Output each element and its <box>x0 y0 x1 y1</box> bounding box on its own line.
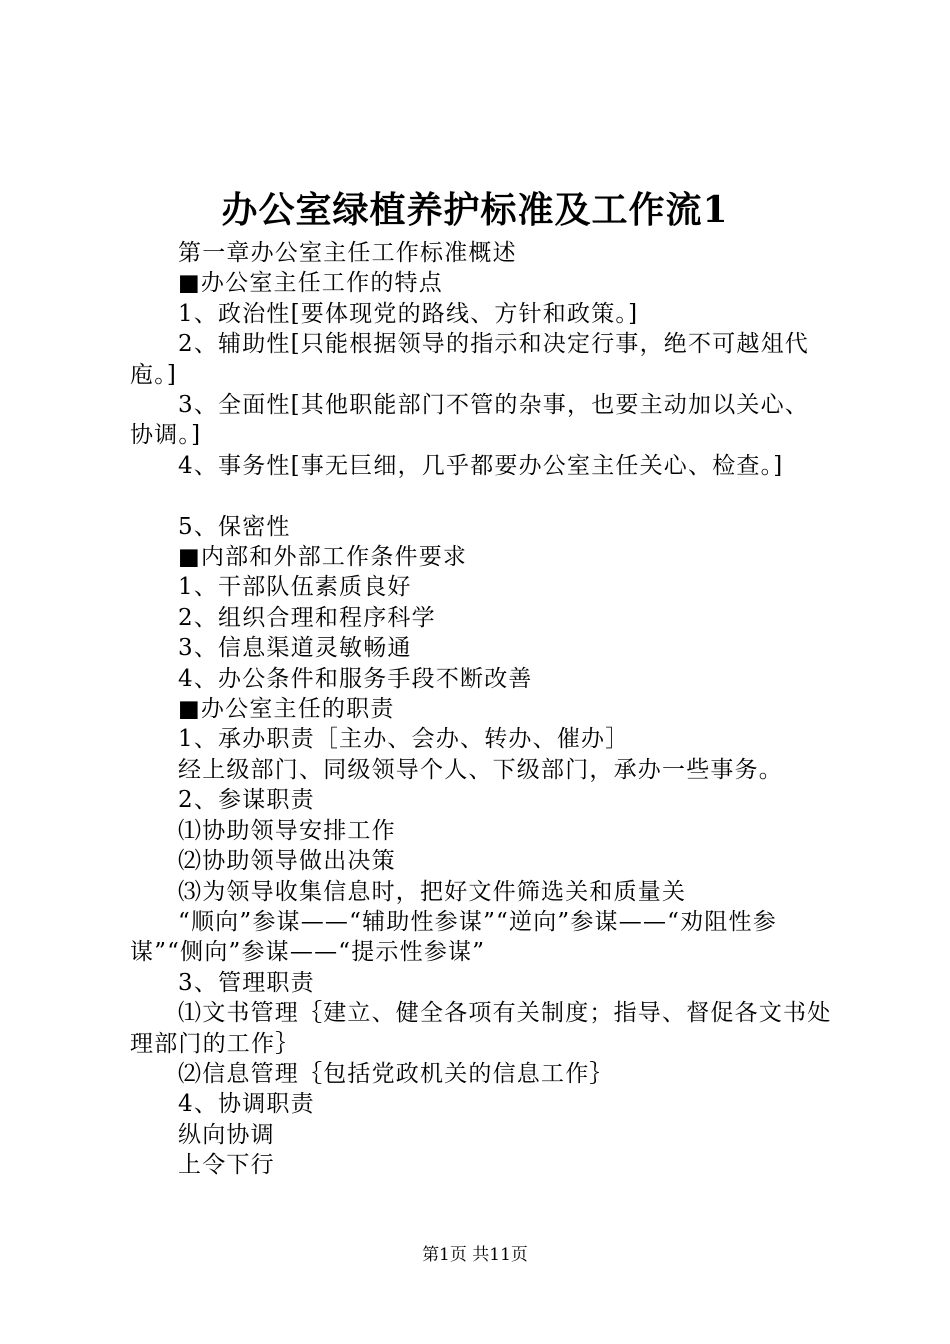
paragraph: 1、政治性[要体现党的路线、方针和政策。] <box>178 300 639 327</box>
document-title: 办公室绿植养护标准及工作流1 <box>221 189 729 231</box>
document-body <box>130 238 832 1181</box>
paragraph: ■办公室主任的职责 <box>178 696 395 723</box>
paragraph: ■内部和外部工作条件要求 <box>178 544 468 571</box>
paragraph: 3、管理职责 <box>178 969 315 996</box>
paragraph: “顺向”参谋——“辅助性参谋”“逆向”参谋——“劝阻性参谋”“侧向”参谋——“提示性参谋” <box>130 908 777 966</box>
paragraph: ⑵协助领导做出决策 <box>178 848 396 875</box>
paragraph: ⑶为领导收集信息时，把好文件筛选关和质量关 <box>178 878 687 905</box>
paragraph: 4、办公条件和服务手段不断改善 <box>178 665 533 692</box>
paragraph: 1、承办职责［主办、会办、转办、催办］ <box>178 726 630 753</box>
paragraph: ⑵信息管理｛包括党政机关的信息工作｝ <box>178 1060 614 1087</box>
paragraph: 1、干部队伍素质良好 <box>178 574 412 601</box>
paragraph: 经上级部门、同级领导个人、下级部门，承办一些事务。 <box>178 756 783 783</box>
paragraph: 上令下行 <box>178 1152 275 1179</box>
paragraph: 第一章办公室主任工作标准概述 <box>178 240 517 266</box>
paragraph: 4、事务性[事无巨细，几乎都要办公室主任关心、检查。] <box>178 452 784 479</box>
paragraph: 3、信息渠道灵敏畅通 <box>178 635 412 662</box>
blank-line <box>130 481 832 511</box>
page-footer: 第1页 共11页 <box>422 1245 528 1265</box>
paragraph: 2、组织合理和程序科学 <box>178 604 436 631</box>
paragraph: ■办公室主任工作的特点 <box>178 270 443 297</box>
paragraph: 3、全面性[其他职能部门不管的杂事，也要主动加以关心、协调。] <box>130 392 810 449</box>
paragraph: 4、协调职责 <box>178 1091 315 1118</box>
paragraph: ⑴文书管理｛建立、健全各项有关制度；指导、督促各文书处理部门的工作｝ <box>130 1000 832 1057</box>
paragraph: ⑴协助领导安排工作 <box>178 817 396 844</box>
paragraph: 2、参谋职责 <box>178 787 315 814</box>
paragraph: 纵向协调 <box>178 1121 275 1148</box>
paragraph: 5、保密性 <box>178 513 291 540</box>
paragraph: 2、辅助性[只能根据领导的指示和决定行事，绝不可越俎代庖。] <box>130 331 810 388</box>
